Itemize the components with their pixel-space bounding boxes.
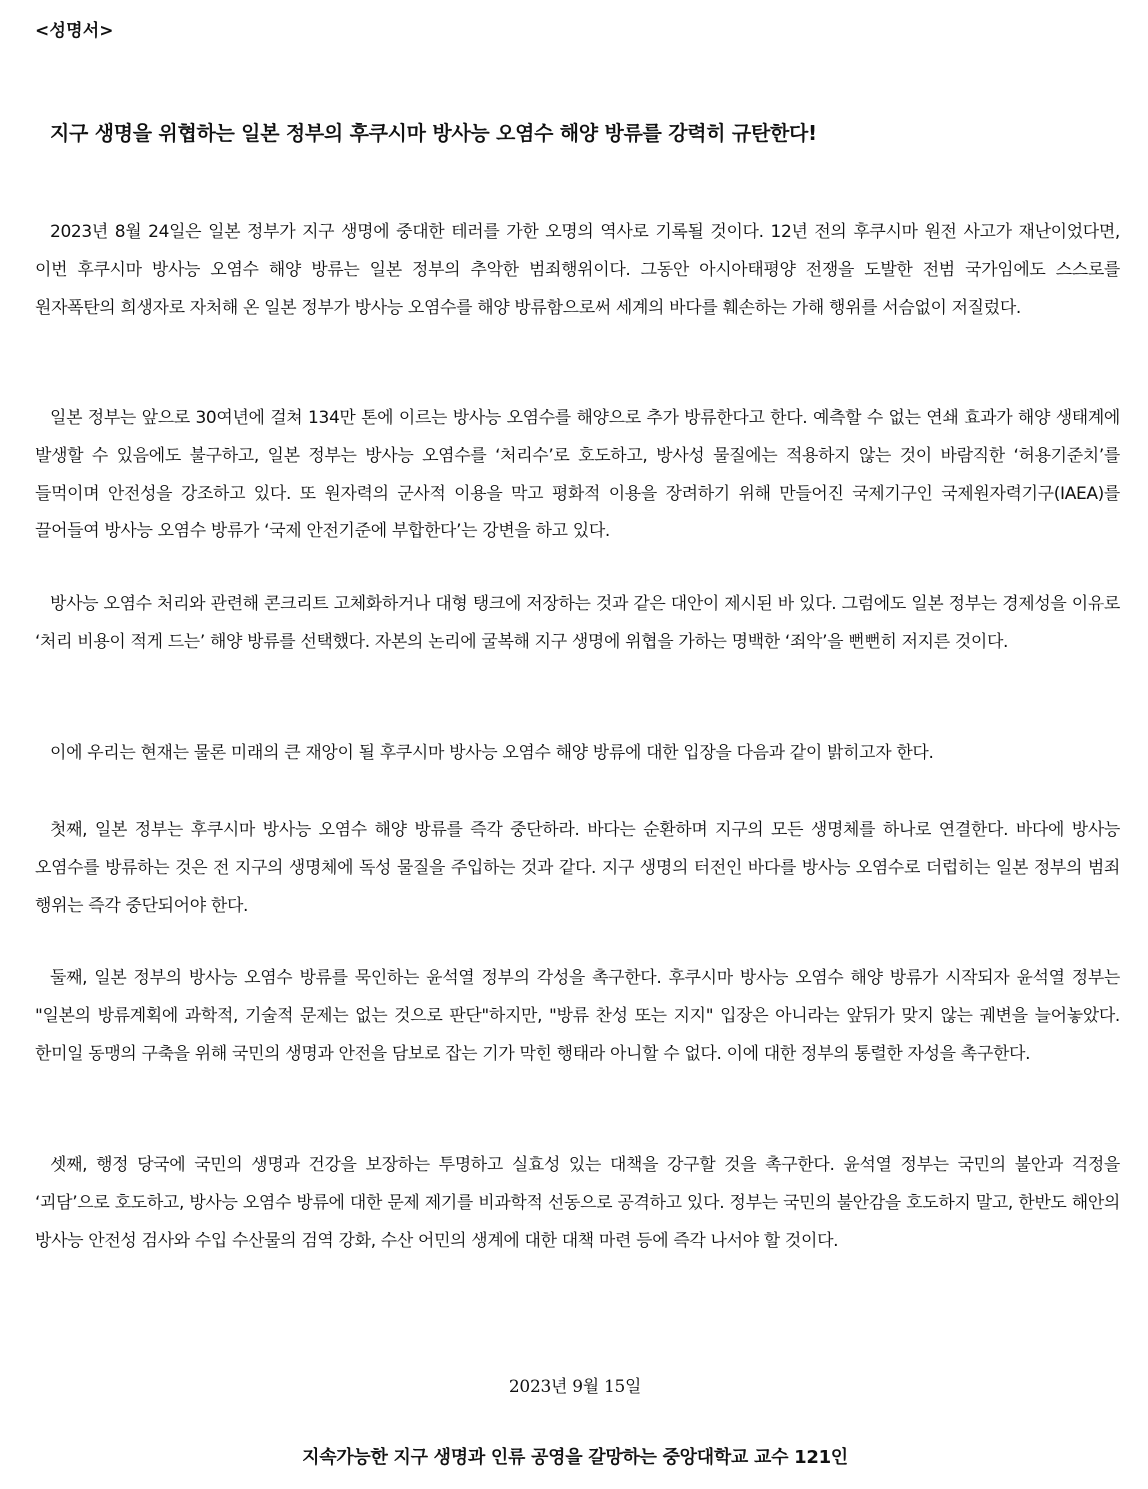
paragraph-demand-third: 셋째, 행정 당국에 국민의 생명과 건강을 보장하는 투명하고 실효성 있는 대책을 강구할 것을 촉구한다. 윤석열 정부는 국민의 불안과 걱정을 ‘괴담’으로 호도하고, 방사능 오염수 방류에 대한 문제 제기를 비과학적 선동으로 공격하고 있다. 정부는 국민의 불안감을 호도하지 말고, 한반도 해안의 방사능 안전성 검사와 수입 수산물의 검역 강화, 수산 어민의 생계에 대한 대책 마련 등에 즉각 나서야 할 것이다. (35, 1155, 1120, 1251)
document-date: 2023년 9월 15일 (508, 1377, 642, 1397)
paragraph-demand-second: 둘째, 일본 정부의 방사능 오염수 방류를 묵인하는 윤석열 정부의 각성을 촉구한다. 후쿠시마 방사능 오염수 해양 방류가 시작되자 윤석열 정부는 "일본의 방류계획에 과학적, 기술적 문제는 없는 것으로 판단"하지만, "방류 찬성 또는 지지" 입장은 아니라는 앞뒤가 맞지 않는 궤변을 늘어놓았다. 한미일 동맹의 구축을 위해 국민의 생명과 안전을 담보로 잡는 기가 막힌 행태라 아니할 수 없다. 이에 대한 정부의 통렬한 자성을 촉구한다. (35, 968, 1120, 1064)
document-signature: 지속가능한 지구 생명과 인류 공영을 갈망하는 중앙대학교 교수 121인 (302, 1447, 848, 1468)
paragraph-intro: 2023년 8월 24일은 일본 정부가 지구 생명에 중대한 테러를 가한 오명의 역사로 기록될 것이다. 12년 전의 후쿠시마 원전 사고가 재난이었다면, 이번 후쿠시마 방사능 오염수 해양 방류는 일본 정부의 추악한 범죄행위이다. 그동안 아시아태평양 전쟁을 도발한 전범 국가임에도 스스로를 원자폭탄의 희생자로 자처해 온 일본 정부가 방사능 오염수를 해양 방류함으로써 세계의 바다를 훼손하는 가해 행위를 서슴없이 저질렀다. (35, 222, 1120, 318)
document-title: 지구 생명을 위협하는 일본 정부의 후쿠시마 방사능 오염수 해양 방류를 강력히 규탄한다! (50, 121, 817, 145)
paragraph-demand-first: 첫째, 일본 정부는 후쿠시마 방사능 오염수 해양 방류를 즉각 중단하라. 바다는 순환하며 지구의 모든 생명체를 하나로 연결한다. 바다에 방사능 오염수를 방류하는 것은 전 지구의 생명체에 독성 물질을 주입하는 것과 같다. 지구 생명의 터전인 바다를 방사능 오염수로 더럽히는 일본 정부의 범죄 행위는 즉각 중단되어야 한다. (35, 820, 1120, 916)
paragraph-alternatives: 방사능 오염수 처리와 관련해 콘크리트 고체화하거나 대형 탱크에 저장하는 것과 같은 대안이 제시된 바 있다. 그럼에도 일본 정부는 경제성을 이유로 ‘처리 비용이 적게 드는’ 해양 방류를 선택했다. 자본의 논리에 굴복해 지구 생명에 위협을 가하는 명백한 ‘죄악’을 뻔뻔히 저지른 것이다. (35, 594, 1120, 652)
document-label: <성명서> (35, 21, 114, 41)
paragraph-background: 일본 정부는 앞으로 30여년에 걸쳐 134만 톤에 이르는 방사능 오염수를 해양으로 추가 방류한다고 한다. 예측할 수 없는 연쇄 효과가 해양 생태계에 발생할 수 있음에도 불구하고, 일본 정부는 방사능 오염수를 ‘처리수’로 호도하고, 방사성 물질에는 적용하지 않는 것이 바람직한 ‘허용기준치’를 들먹이며 안전성을 강조하고 있다. 또 원자력의 군사적 이용을 막고 평화적 이용을 장려하기 위해 만들어진 국제기구인 국제원자력기구(IAEA)를 끌어들여 방사능 오염수 방류가 ‘국제 안전기준에 부합한다’는 강변을 하고 있다. (35, 408, 1120, 542)
paragraph-position: 이에 우리는 현재는 물론 미래의 큰 재앙이 될 후쿠시마 방사능 오염수 해양 방류에 대한 입장을 다음과 같이 밝히고자 한다. (50, 743, 934, 763)
